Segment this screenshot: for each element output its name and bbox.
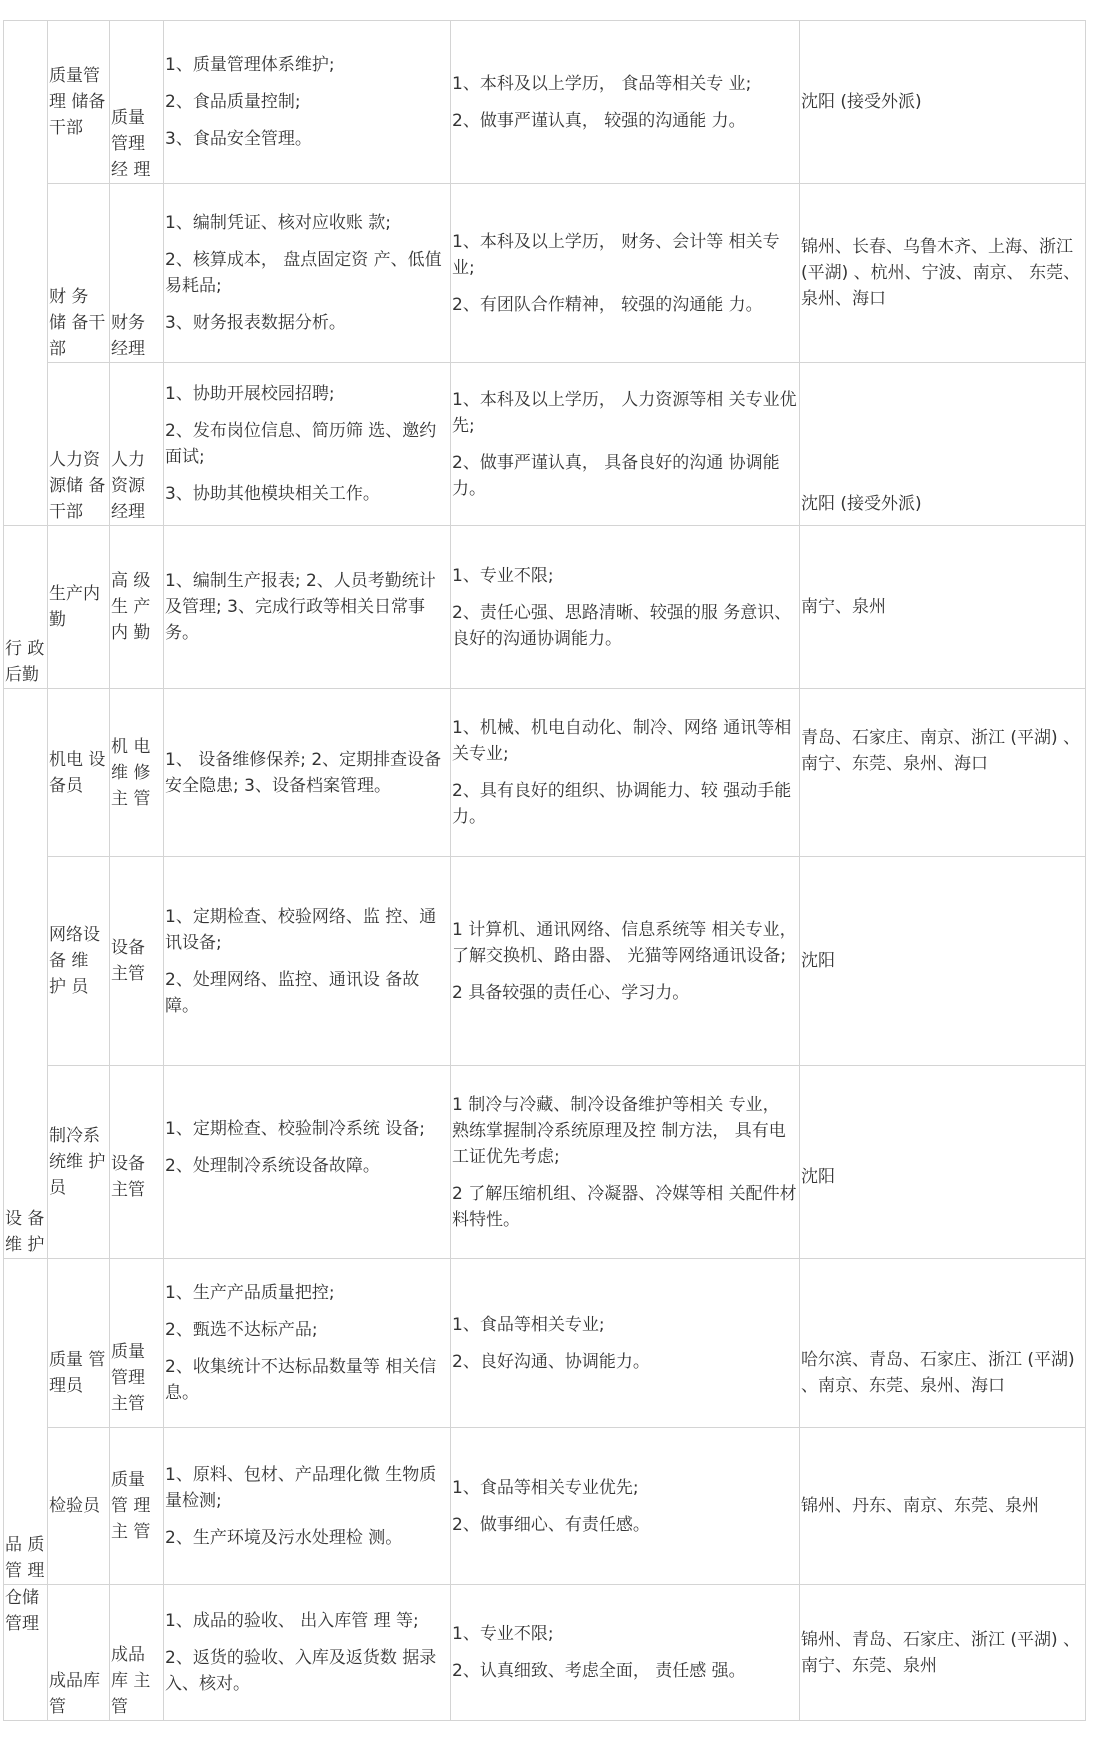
duty-item: 1、生产产品质量把控; — [165, 1283, 335, 1303]
requirement-item: 2、做事严谨认真， 较强的沟通能 力。 — [452, 110, 746, 131]
duty-item: 3、协助其他模块相关工作。 — [165, 484, 380, 504]
location-cell: 沈阳 (接受外派) — [800, 363, 1086, 526]
table-row — [4, 1585, 1086, 1721]
duties-cell — [164, 689, 451, 857]
duties-cell — [164, 1259, 451, 1428]
job-title-cell: 财务 经理 — [110, 184, 164, 363]
position-cell: 检验员 — [48, 1428, 110, 1585]
position-cell: 财 务 储 备干部 — [48, 184, 110, 363]
duty-item: 1、编制生产报表; 2、人员考勤统计及管理; 3、完成行政等相关日常事务。 — [165, 571, 436, 643]
job-title-cell: 设备 主管 — [110, 857, 164, 1066]
location-cell: 青岛、石家庄、南京、浙江 (平湖) 、南宁、东莞、泉州、海口 — [800, 689, 1086, 857]
category-cell: 行 政 后勤 — [4, 526, 48, 689]
duty-item: 2、食品质量控制; — [165, 92, 301, 112]
requirements-cell — [451, 363, 800, 526]
duty-item: 1、协助开展校园招聘; — [165, 384, 335, 404]
location-cell: 沈阳 (接受外派) — [800, 21, 1086, 184]
duty-item: 2、处理网络、监控、通讯设 备故障。 — [165, 969, 420, 1016]
position-cell: 质量管理 储备干部 — [48, 21, 110, 184]
table-row — [4, 1259, 1086, 1428]
requirement-item: 1、专业不限; — [452, 1624, 554, 1644]
job-positions-table — [3, 20, 1086, 1721]
requirements-cell — [451, 689, 800, 857]
duties-cell — [164, 857, 451, 1066]
duty-item: 2、甄选不达标产品; — [165, 1320, 318, 1340]
requirement-item: 1 制冷与冷藏、制冷设备维护等相关 专业， 熟练掌握制冷系统原理及控 制方法， 具有电工证优先考虑; — [452, 1094, 786, 1167]
requirement-item: 1 计算机、通讯网络、信息系统等 相关专业， 了解交换机、路由器、 光猫等网络通讯设备; — [452, 919, 797, 966]
duty-item: 2、处理制冷系统设备故障。 — [165, 1155, 380, 1176]
duty-item: 1、编制凭证、核对应收账 款; — [165, 213, 391, 233]
location-cell: 锦州、丹东、南京、东莞、泉州 — [800, 1428, 1086, 1585]
location-cell: 哈尔滨、青岛、石家庄、浙江 (平湖) 、南京、东莞、泉州、海口 — [800, 1259, 1086, 1428]
position-cell: 网络设备 维 护 员 — [48, 857, 110, 1066]
duty-item: 1、定期检查、校验网络、监 控、通讯设备; — [165, 906, 437, 953]
requirement-item: 2、有团队合作精神， 较强的沟通能 力。 — [452, 294, 763, 315]
duty-item: 2、核算成本， 盘点固定资 产、低值易耗品; — [165, 250, 442, 296]
requirement-item: 1、食品等相关专业优先; — [452, 1477, 639, 1498]
requirement-item: 2、良好沟通、协调能力。 — [452, 1351, 650, 1372]
duty-item: 2、生产环境及污水处理检 测。 — [165, 1527, 403, 1548]
table-row — [4, 363, 1086, 526]
requirement-item: 2、做事细心、有责任感。 — [452, 1514, 650, 1535]
job-title-cell: 高 级 生 产内 勤 — [110, 526, 164, 689]
duties-cell — [164, 184, 451, 363]
location-cell: 沈阳 — [800, 1066, 1086, 1259]
requirement-item: 1、本科及以上学历， 人力资源等相 关专业优先; — [452, 389, 797, 436]
job-title-cell: 质量 管理 经 理 — [110, 21, 164, 184]
requirements-cell — [451, 1259, 800, 1428]
requirements-cell — [451, 1066, 800, 1259]
duty-item: 1、质量管理体系维护; — [165, 55, 335, 75]
job-title-cell: 质量 管 理 主 管 — [110, 1428, 164, 1585]
category-cell — [4, 21, 48, 526]
duty-item: 1、原料、包材、产品理化微 生物质量检测; — [165, 1464, 437, 1511]
category-cell: 品 质 管 理 — [4, 1259, 48, 1585]
duties-cell — [164, 21, 451, 184]
requirement-item: 1、食品等相关专业; — [452, 1314, 605, 1335]
requirement-item: 2、具有良好的组织、协调能力、较 强动手能力。 — [452, 781, 792, 827]
duty-item: 3、财务报表数据分析。 — [165, 313, 346, 333]
duty-item: 1、 设备维修保养; 2、定期排查设备安全隐患; 3、设备档案管理。 — [165, 749, 442, 796]
requirement-item: 2、责任心强、思路清晰、较强的服 务意识、 良好的沟通协调能力。 — [452, 602, 792, 649]
job-title-cell: 人力 资源 经理 — [110, 363, 164, 526]
requirement-item: 1、专业不限; — [452, 565, 554, 586]
duties-cell — [164, 526, 451, 689]
requirement-item: 2、做事严谨认真， 具备良好的沟通 协调能力。 — [452, 452, 780, 499]
requirement-item: 1、本科及以上学历， 食品等相关专 业; — [452, 73, 752, 94]
table-row — [4, 184, 1086, 363]
job-title-cell: 机 电 维 修主 管 — [110, 689, 164, 857]
requirement-item: 1、机械、机电自动化、制冷、网络 通讯等相关专业; — [452, 718, 792, 764]
duty-item: 2、发布岗位信息、简历筛 选、邀约面试; — [165, 421, 437, 467]
duty-item: 1、成品的验收、 出入库管 理 等; — [165, 1611, 419, 1631]
position-cell: 机电 设备员 — [48, 689, 110, 857]
requirement-item: 1、本科及以上学历， 财务、会计等 相关专业; — [452, 231, 780, 278]
duty-item: 2、收集统计不达标品数量等 相关信息。 — [165, 1357, 437, 1403]
category-cell: 仓储 管理 — [4, 1585, 48, 1721]
job-title-cell: 成品 库 主管 — [110, 1585, 164, 1721]
table-row — [4, 1066, 1086, 1259]
category-cell: 设 备 维 护 — [4, 689, 48, 1259]
position-cell: 成品库 管 — [48, 1585, 110, 1721]
position-cell: 人力资源储 备干部 — [48, 363, 110, 526]
table-row — [4, 1428, 1086, 1585]
position-cell: 制冷系统维 护员 — [48, 1066, 110, 1259]
duty-item: 1、定期检查、校验制冷系统 设备; — [165, 1118, 425, 1139]
requirements-cell — [451, 1428, 800, 1585]
job-title-cell: 质量 管理 主管 — [110, 1259, 164, 1428]
requirements-cell — [451, 21, 800, 184]
table-row — [4, 857, 1086, 1066]
duties-cell — [164, 1428, 451, 1585]
requirements-cell — [451, 857, 800, 1066]
requirements-cell — [451, 184, 800, 363]
duties-cell — [164, 1066, 451, 1259]
location-cell: 南宁、泉州 — [800, 526, 1086, 689]
duty-item: 3、食品安全管理。 — [165, 129, 312, 149]
location-cell: 锦州、青岛、石家庄、浙江 (平湖) 、南宁、东莞、泉州 — [800, 1585, 1086, 1721]
requirements-cell — [451, 1585, 800, 1721]
requirements-cell — [451, 526, 800, 689]
requirement-item: 2、认真细致、考虑全面， 责任感 强。 — [452, 1661, 746, 1681]
position-cell: 生产内勤 — [48, 526, 110, 689]
job-title-cell: 设备 主管 — [110, 1066, 164, 1259]
duties-cell — [164, 363, 451, 526]
position-cell: 质量 管理员 — [48, 1259, 110, 1428]
table-row — [4, 689, 1086, 857]
duty-item: 2、返货的验收、入库及返货数 据录入、核对。 — [165, 1648, 437, 1694]
requirement-item: 2 具备较强的责任心、学习力。 — [452, 982, 690, 1003]
requirement-item: 2 了解压缩机组、冷凝器、冷媒等相 关配件材料特性。 — [452, 1183, 797, 1230]
table-row — [4, 21, 1086, 184]
duties-cell — [164, 1585, 451, 1721]
location-cell: 锦州、长春、乌鲁木齐、上海、浙江 (平湖) 、杭州、宁波、南京、 东莞、泉州、海口 — [800, 184, 1086, 363]
location-cell: 沈阳 — [800, 857, 1086, 1066]
table-row — [4, 526, 1086, 689]
